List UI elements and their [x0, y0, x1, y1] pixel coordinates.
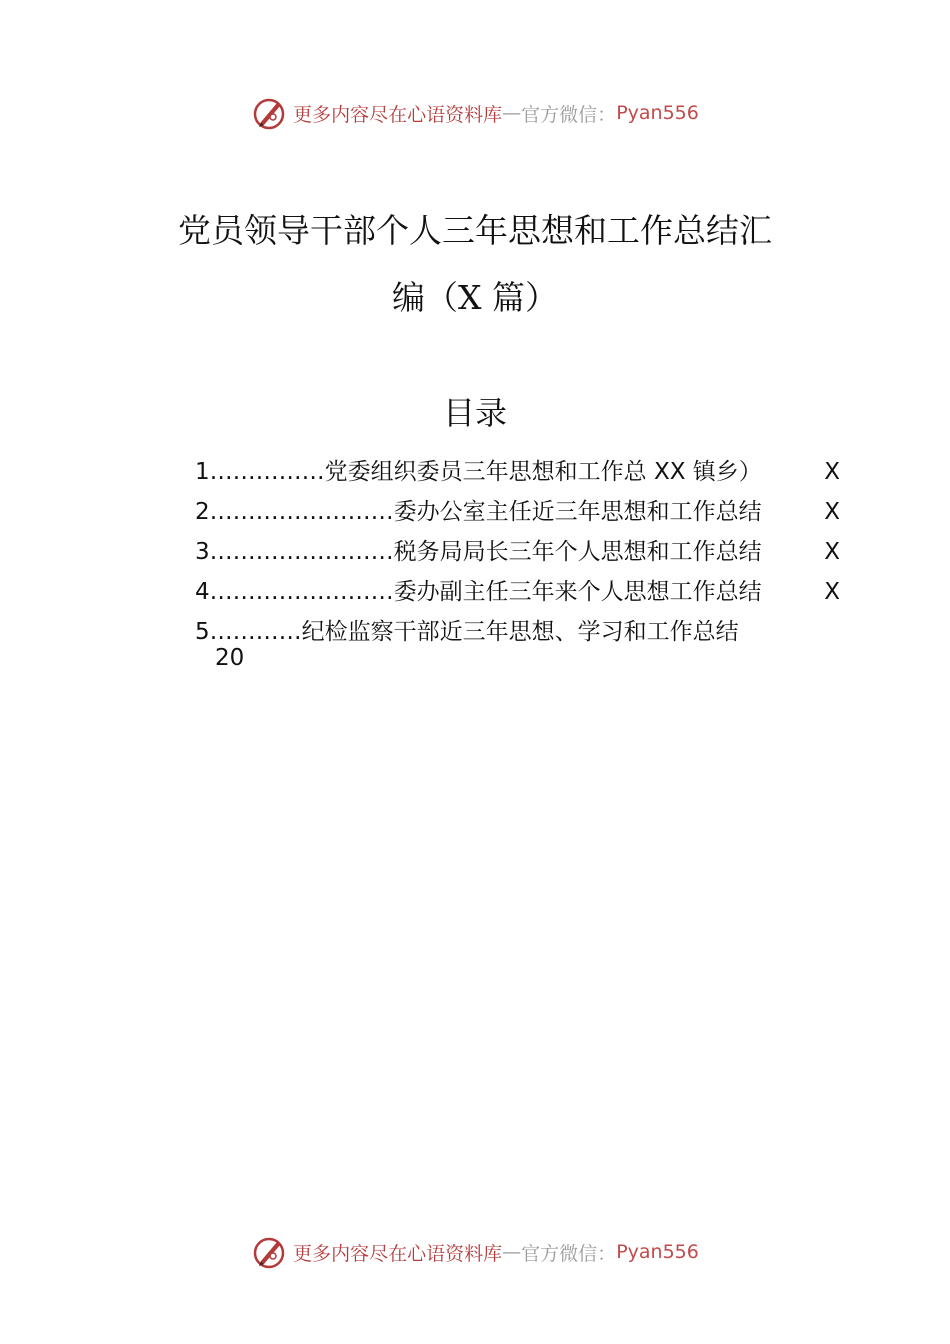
document-title-line-2: 编（X 篇） [392, 278, 558, 317]
toc-entry-text: 5…………纪检监察干部近三年思想、学习和工作总结 [195, 619, 739, 645]
toc-entry-page: X [824, 499, 840, 525]
toc-entry-4[interactable] [195, 572, 845, 612]
pen-logo-icon [251, 95, 287, 131]
watermark-wechat-label: 官方微信： [521, 1242, 617, 1265]
toc-entry-text: 3……………………税务局局长三年个人思想和工作总结 [195, 539, 762, 565]
watermark-separator: — [502, 1241, 522, 1263]
watermark-separator: — [502, 102, 522, 124]
watermark-text: 更多内容尽在心语资料库 [293, 1242, 503, 1265]
toc-entry-page: 20 [215, 645, 245, 671]
toc-entry-text: 4……………………委办副主任三年来个人思想工作总结 [195, 579, 762, 605]
watermark-text: 更多内容尽在心语资料库 [293, 103, 503, 126]
watermark-wechat-label: 官方微信： [521, 103, 617, 126]
watermark-wechat-id: Pyan556 [616, 1241, 699, 1263]
toc-entry-5[interactable] [195, 612, 845, 672]
toc-entry-1[interactable] [195, 452, 845, 492]
header-watermark [0, 93, 950, 133]
toc-entry-page: X [824, 579, 840, 605]
table-of-contents [195, 452, 845, 672]
toc-entry-2[interactable] [195, 492, 845, 532]
watermark-wechat-id: Pyan556 [616, 102, 699, 124]
footer-watermark [0, 1232, 950, 1272]
toc-entry-text: 2……………………委办公室主任近三年思想和工作总结 [195, 499, 762, 525]
toc-entry-3[interactable] [195, 532, 845, 572]
toc-entry-page: X [824, 539, 840, 565]
toc-heading: 目录 [442, 394, 507, 432]
document-title-line-1: 党员领导干部个人三年思想和工作总结汇 [178, 211, 772, 250]
toc-entry-text: 1……………党委组织委员三年思想和工作总 XX 镇乡） [195, 459, 762, 485]
toc-entry-page: X [824, 459, 840, 485]
pen-logo-icon [251, 1234, 287, 1270]
